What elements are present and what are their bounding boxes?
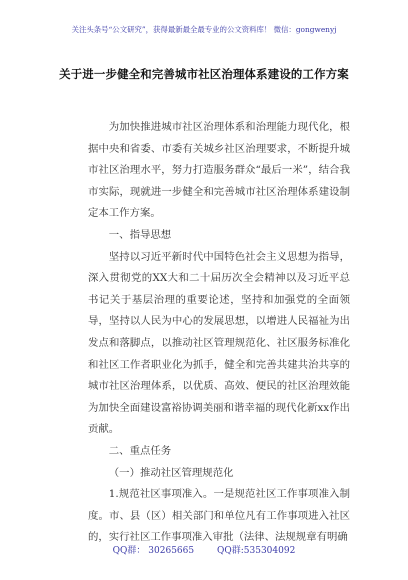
subsection-heading-management: （一）推动社区管理规范化 [108,466,234,479]
document-body [88,117,350,549]
section-heading-guiding-ideology: 一、指导思想 [108,228,172,241]
footer-qq-group-2: QQ群:535304092 [216,546,296,556]
guiding-ideology-paragraph: 坚持以习近平新时代中国特色社会主义思想为指导，深入贯彻党的XX大和二十届历次全会精神以及习近平总书记关于基层治理的重要论述，坚持和加强党的全面领导，坚持以人民为中心的发展思想，以增进人民福祉为出发点和落脚点，以推动社区管理规范化、社区服务标准化和社区工作者职业化为抓手，健全和完善共建共治共享的城市社区治理体系，以优质、高效、便民的社区治理效能为加快全面建设富裕协调美丽和谐幸福的现代化新xx作出贡献。 [88,250,350,436]
footer-qq-group-1: QQ群： 30265665 [112,546,195,556]
task-paragraph-1: 1.规范社区事项准入。一是规范社区工作事项准入制度。市、县（区）相关部门和单位凡有工作事项进入社区的，实行社区工作事项准入审批（法律、法规规章有明确 [88,488,350,544]
header-banner: 关注头条号“公文研究”，获得最新最全最专业的公文资料库！ 微信：gongwenyj [71,25,337,34]
section-heading-key-tasks: 二、重点任务 [108,444,172,457]
footer-contact [0,543,408,556]
intro-paragraph: 为加快推进城市社区治理体系和治理能力现代化，根据中央和省委、市委有关城乡社区治理要求，不断提升城市社区治理水平，努力打造服务群众“最后一米”，结合我市实际，现就进一步健全和完善城市社区治理体系建设制定本工作方案。 [88,121,350,220]
document-title: 关于进一步健全和完善城市社区治理体系建设的工作方案 [59,67,349,81]
